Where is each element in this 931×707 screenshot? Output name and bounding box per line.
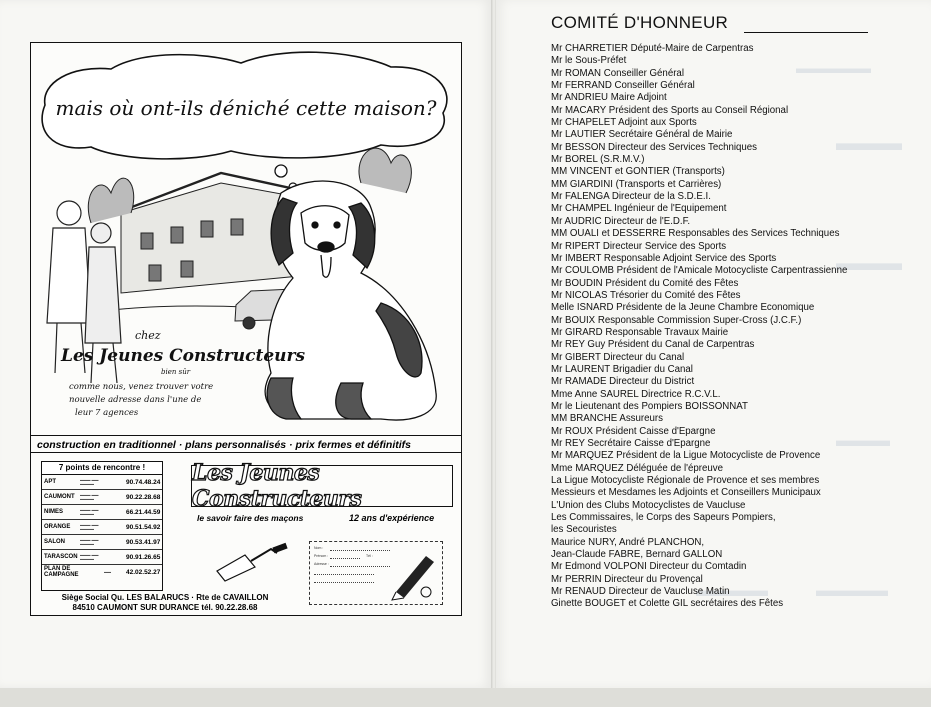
list-item: Mr CHAPELET Adjoint aux Sports [551, 117, 697, 129]
contact-coupon [309, 541, 443, 605]
coupon-tel-label: Tél : [366, 554, 373, 558]
point-address: ▬▬▬ ▬▬ ▬▬▬▬ [80, 523, 99, 531]
right-page [496, 0, 931, 688]
coupon-line [330, 550, 390, 551]
show-through-text: ▬▬▬▬ [696, 580, 768, 600]
list-item: Mr BOUDIN Président du Comité des Fêtes [551, 277, 739, 289]
head-office-address [45, 593, 285, 613]
list-item: Mr CHAMPEL Ingénieur de l'Equipement [551, 203, 727, 215]
list-item: Mr FALENGA Directeur de la S.D.E.I. [551, 191, 711, 203]
point-town: APT [44, 479, 56, 485]
list-item: Jean-Claude FABRE, Bernard GALLON [551, 549, 723, 561]
list-item: Mr ROMAN Conseiller Général [551, 67, 684, 79]
coupon-line [330, 558, 360, 559]
chez-text: chez [135, 329, 161, 342]
coupon-line [314, 582, 374, 583]
point-row [42, 505, 162, 520]
list-item: Mr REY Guy Président du Canal de Carpentras [551, 339, 755, 351]
show-through-text: ▬▬▬ [836, 250, 902, 275]
experience-text: 12 ans d'expérience [349, 513, 435, 523]
point-town: PLAN DE CAMPAGNE [44, 566, 79, 578]
list-item: Mr LAUTIER Secrétaire Général de Mairie [551, 129, 733, 141]
list-item: Mme MARQUEZ Déléguée de l'épreuve [551, 462, 723, 474]
list-item: MM BRANCHE Assureurs [551, 413, 663, 425]
slogan-bar: construction en traditionnel · plans personnalisés · prix fermes et définitifs [31, 435, 461, 453]
list-item: Mr MACARY Président des Sports au Conseil Régional [551, 104, 789, 116]
list-item: Mr CHARRETIER Député-Maire de Carpentras [551, 43, 754, 54]
brand-logo: Les Jeunes Constructeurs [191, 465, 453, 507]
list-item: les Secouristes [551, 524, 617, 536]
point-address: ▬▬▬ ▬▬ ▬▬▬▬ [80, 493, 99, 501]
point-phone: 90.51.54.92 [126, 523, 161, 531]
trowel-icon [211, 537, 291, 587]
points-title: 7 points de rencontre ! [42, 462, 162, 475]
point-phone: 66.21.44.59 [126, 508, 161, 516]
list-item: Mr Edmond VOLPONI Directeur du Comtadin [551, 561, 747, 573]
title-underline [744, 32, 868, 33]
list-item: Mr FERRAND Conseiller Général [551, 80, 695, 92]
list-item: Mr BESSON Directeur des Services Techniques [551, 141, 758, 153]
coupon-adresse-label: Adresse : [314, 562, 329, 566]
point-address: ▬▬▬ ▬▬ ▬▬▬▬ [80, 553, 99, 561]
brand-script-text: Les Jeunes Constructeurs [61, 346, 306, 366]
list-item: Mr ANDRIEU Maire Adjoint [551, 92, 667, 104]
dog-drawing [265, 181, 436, 420]
point-town: ORANGE [44, 524, 71, 530]
list-item: Mr LAURENT Brigadier du Canal [551, 363, 693, 375]
list-item: Mr RAMADE Directeur du District [551, 376, 695, 388]
point-row [42, 565, 162, 579]
savoir-faire-text: le savoir faire des maçons [197, 513, 304, 523]
list-item: Mme Anne SAUREL Directrice R.C.V.L. [551, 388, 721, 400]
point-town: NIMES [44, 509, 64, 515]
list-item: Mr BOREL (S.R.M.V.) [551, 154, 645, 166]
list-item: L'Union des Clubs Motocyclistes de Vaucluse [551, 499, 746, 511]
list-item: Ginette BOUGET et Colette GIL secrétaires des Fêtes [551, 598, 784, 610]
coupon-line [314, 574, 374, 575]
coupon-line [330, 566, 390, 567]
list-item: MM GIARDINI (Transports et Carrières) [551, 178, 722, 190]
list-item: Mr REY Secrétaire Caisse d'Epargne [551, 438, 711, 449]
list-item: MM OUALI et DESSERRE Responsables des Services Techniques [551, 228, 840, 240]
point-address: ▬▬▬ ▬▬ ▬▬▬▬ [80, 538, 99, 546]
show-through-text: ▬▬▬ [836, 430, 890, 450]
list-item: Mr GIRARD Responsable Travaux Mairie [551, 326, 729, 338]
point-address: ▬▬▬ ▬▬ ▬▬▬▬ [80, 478, 99, 486]
point-row [42, 550, 162, 565]
show-through-text: ▬▬▬ [836, 130, 902, 155]
point-row [42, 520, 162, 535]
ad-illustration [31, 43, 461, 435]
coupon-nom-label: Nom : [314, 546, 324, 550]
list-item: Messieurs et Mesdames les Adjoints et Conseillers Municipaux [551, 487, 821, 499]
invite-line-1: comme nous, venez trouver votre [69, 382, 214, 392]
point-phone: 90.53.41.97 [126, 538, 161, 546]
list-item: Mr le Sous-Préfet [551, 55, 627, 67]
list-item: La Ligue Motocycliste Régionale de Provence et ses membres [551, 475, 820, 487]
point-row [42, 475, 162, 490]
point-town: CAUMONT [44, 494, 75, 500]
list-item: Mr BOUIX Responsable Commission Super-Cross (J.C.F.) [551, 314, 802, 326]
list-item: Mr AUDRIC Directeur de l'E.D.F. [551, 215, 691, 227]
point-phone: 42.02.52.27 [126, 568, 161, 576]
show-through-text: ▬▬▬▬▬ [796, 60, 871, 77]
coupon-prenom-label: Prénom : [314, 554, 329, 558]
page-bottom-edge [0, 688, 931, 707]
point-phone: 90.22.28.68 [126, 493, 161, 501]
list-item: MM VINCENT et GONTIER (Transports) [551, 166, 725, 178]
list-item: Mr COULOMB Président de l'Amicale Motocycliste Carpentrassienne [551, 265, 848, 277]
list-item: Mr NICOLAS Trésorier du Comité des Fêtes [551, 289, 741, 301]
list-item: Mr GIBERT Directeur du Canal [551, 351, 685, 363]
speech-bubble-text: mais où ont-ils déniché cette maison? [55, 96, 437, 120]
point-address: ▬▬ [104, 570, 111, 574]
list-item: Mr le Lieutenant des Pompiers BOISSONNAT [551, 400, 748, 412]
honorary-committee-list [551, 43, 847, 611]
list-item: Les Commissaires, le Corps des Sapeurs Pompiers, [551, 512, 776, 524]
point-row [42, 535, 162, 550]
invite-line-3: leur 7 agences [75, 408, 139, 418]
invite-line-2: nouvelle adresse dans l'une de [69, 395, 202, 405]
point-row [42, 490, 162, 505]
points-de-rencontre-box [41, 461, 163, 591]
list-item: Mr PERRIN Directeur du Provençal [551, 573, 703, 585]
show-through-text: ▬▬▬▬ [816, 580, 888, 600]
head-office-line-1: Siège Social Qu. LES BALARUCS · Rte de CAVAILLON [61, 593, 269, 602]
point-town: SALON [44, 539, 65, 545]
list-item: Maurice NURY, André PLANCHON, [551, 536, 705, 548]
list-item: Mr RENAUD Directeur de Vaucluse Matin [551, 586, 730, 598]
point-phone: 90.74.48.24 [126, 478, 161, 486]
bien-sur-text: bien sûr [161, 368, 191, 376]
list-item: Mr IMBERT Responsable Adjoint Service des Sports [551, 252, 777, 264]
list-item: Mr ROUX Président Caisse d'Epargne [551, 425, 716, 437]
page-title: COMITÉ D'HONNEUR [551, 13, 729, 32]
point-town: TARASCON [44, 554, 78, 560]
list-item: Mr MARQUEZ Président de la Ligue Motocycliste de Provence [551, 450, 821, 462]
list-item: Mr RIPERT Directeur Service des Sports [551, 240, 727, 252]
point-phone: 90.91.26.65 [126, 553, 161, 561]
list-item: Melle ISNARD Présidente de la Jeune Chambre Economique [551, 302, 815, 314]
point-address: ▬▬▬ ▬▬ ▬▬▬▬ [80, 508, 99, 516]
ad-lower-section [31, 453, 461, 615]
head-office-line-2: 84510 CAUMONT SUR DURANCE tél. 90.22.28.68 [72, 603, 258, 612]
advertisement [30, 42, 462, 616]
pen-icon [386, 546, 442, 602]
